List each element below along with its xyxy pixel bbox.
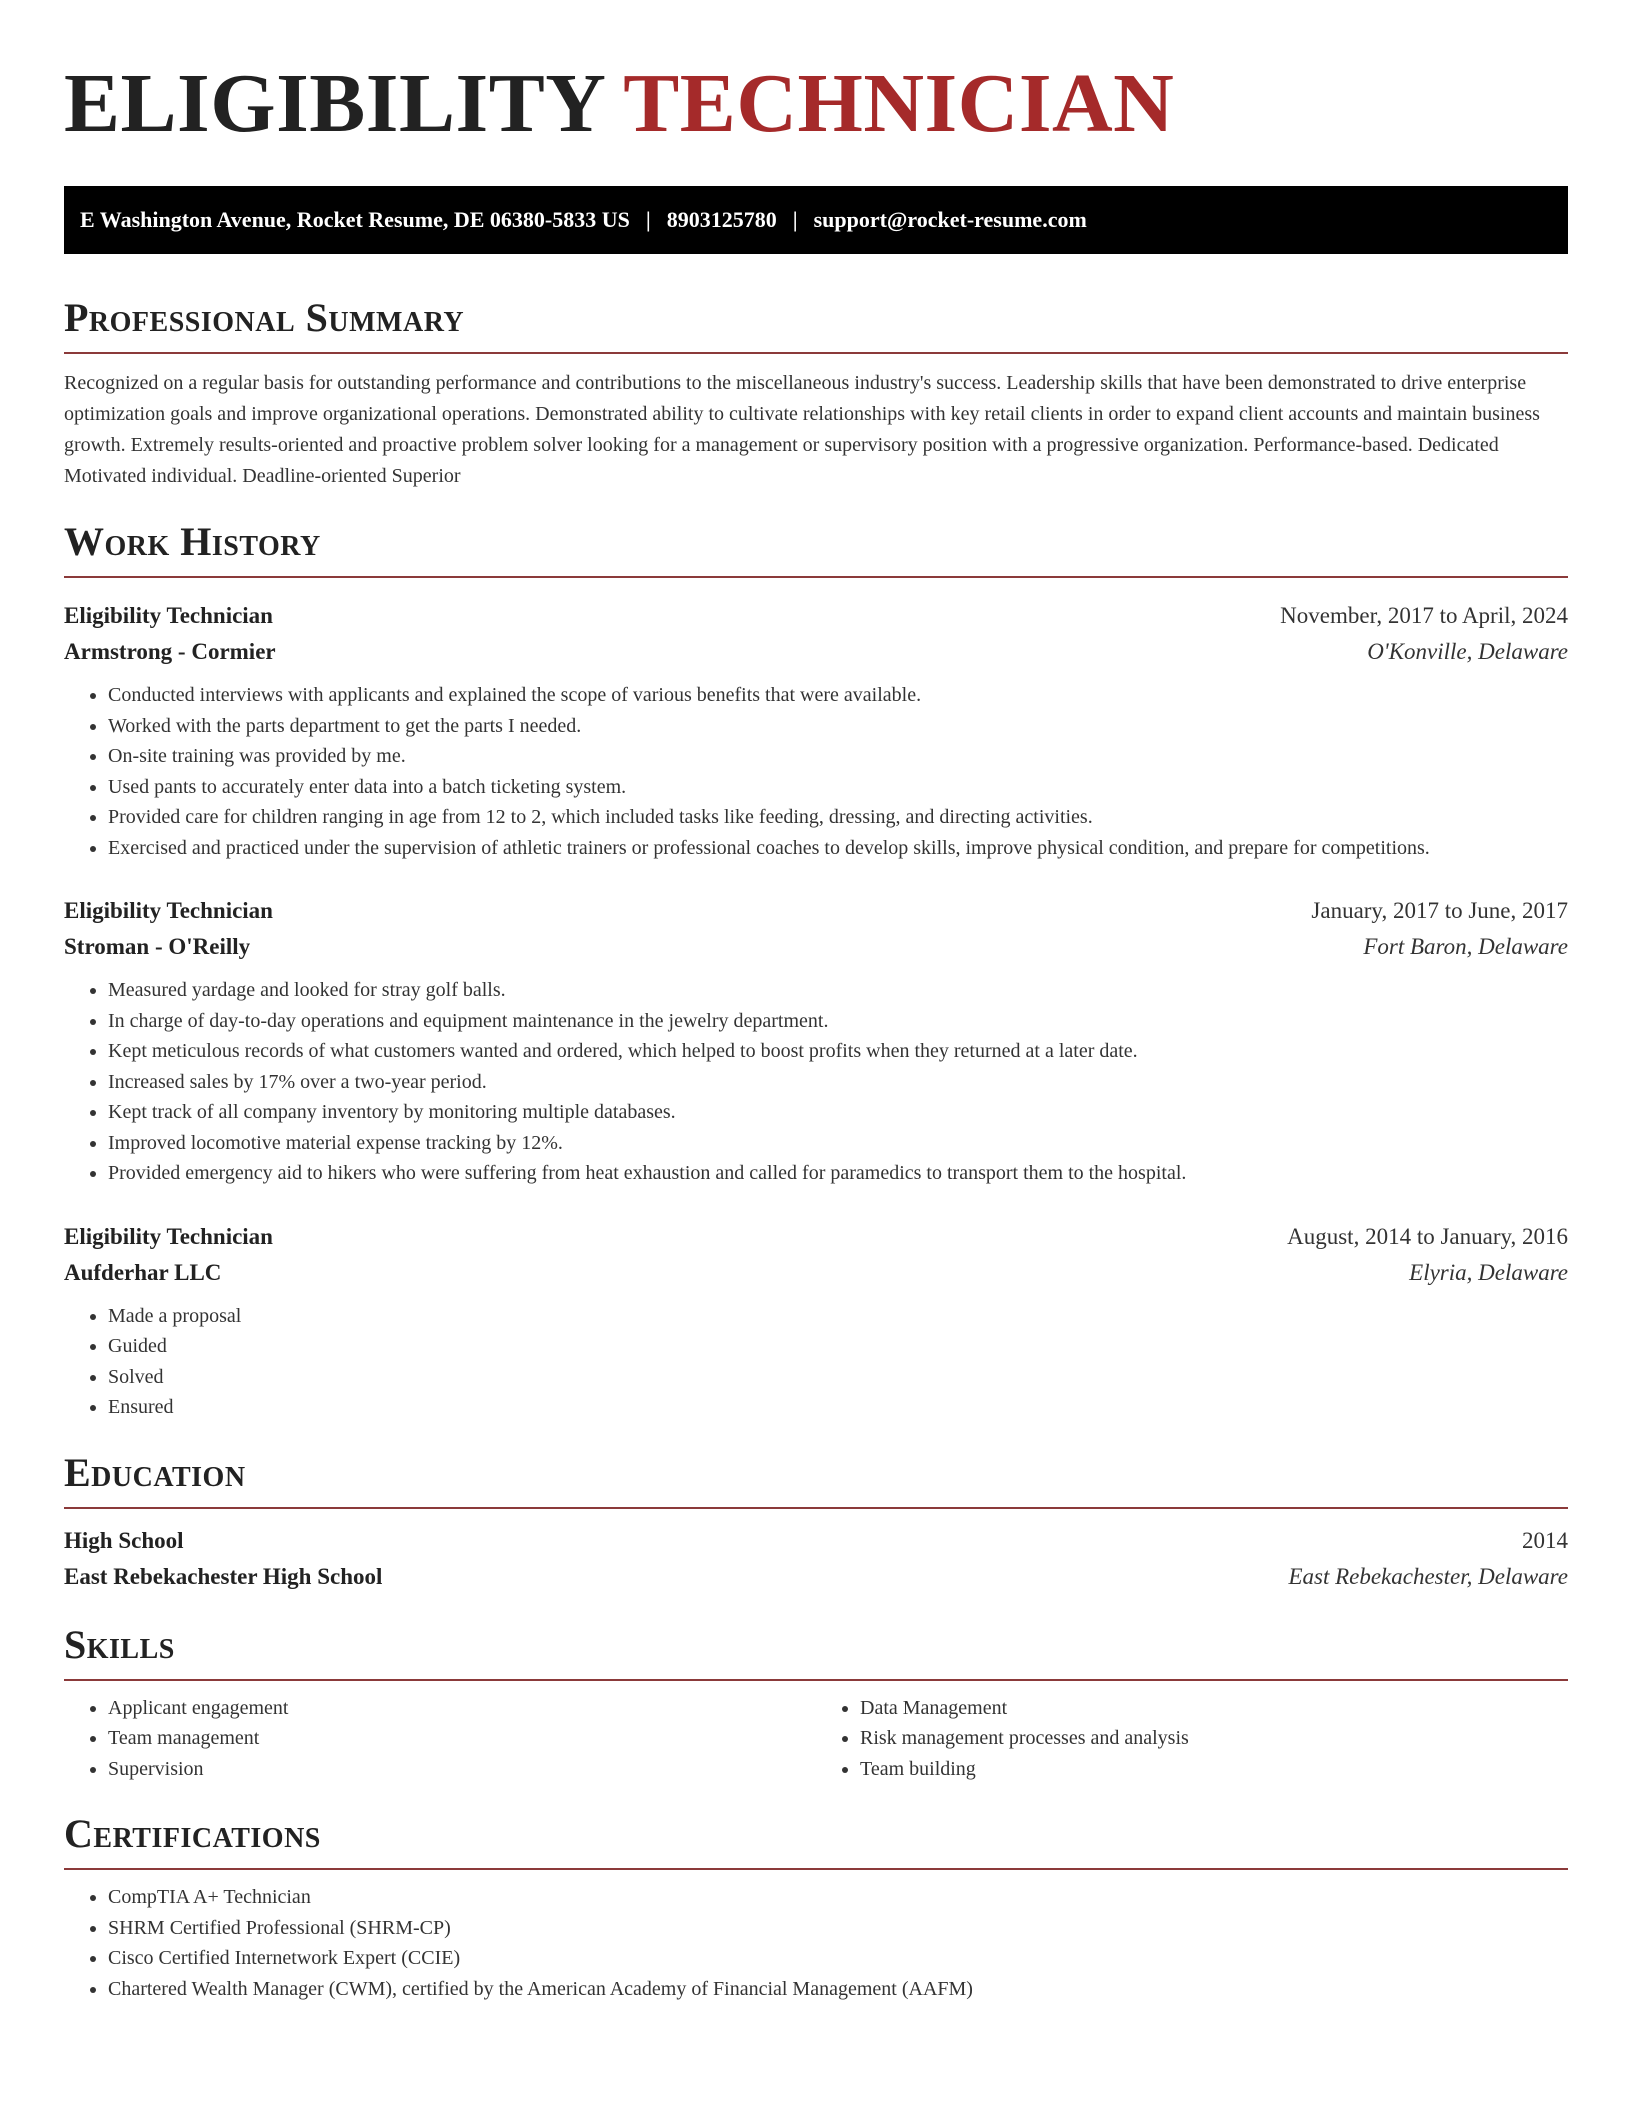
job-bullet: • Conducted interviews with applicants and explained the scope of various benefits that were available. [108,680,1568,711]
contact-address: E Washington Avenue, Rocket Resume, DE 06380-5833 US [80,207,630,232]
job-bullet: • Provided care for children ranging in age from 12 to 2, which included tasks like feeding, dressing, and directing activities. [108,802,1568,833]
skills-section [64,1621,1568,1785]
contact-separator: | [645,207,651,232]
skill-item: • Team management [108,1723,816,1754]
job-entry [64,893,1568,1189]
section-title-certifications: Certifications [64,1810,1568,1870]
education-degree: High School [64,1527,184,1553]
section-title-work-history: Work History [64,518,1568,578]
job-entry [64,598,1568,863]
education-entry [64,1523,1568,1595]
job-bullet: • Guided [108,1331,1568,1362]
job-location: Fort Baron, Delaware [1363,934,1568,959]
job-bullet: • On-site training was provided by me. [108,741,1568,772]
job-bullet: • Improved locomotive material expense tracking by 12%. [108,1128,1568,1159]
skills-list-left [64,1693,816,1785]
job-dates: August, 2014 to January, 2016 [1287,1223,1568,1249]
skills-grid [64,1693,1568,1785]
job-title: Eligibility Technician [64,603,273,628]
job-bullet-list [64,680,1568,863]
contact-separator: | [792,207,798,232]
section-title-summary: Professional Summary [64,294,1568,354]
education-location: East Rebekachester, Delaware [1288,1563,1568,1589]
job-bullet: • Worked with the parts department to get the parts I needed. [108,711,1568,742]
certification-item: • CompTIA A+ Technician [108,1882,1568,1913]
certifications-section [64,1810,1568,2004]
job-bullet: • Exercised and practiced under the supervision of athletic trainers or professional coaches to develop skills, improve physical condition, and prepare for competitions. [108,833,1568,864]
job-bullet: • Kept meticulous records of what customers wanted and ordered, which helped to boost profits when they returned at a later date. [108,1036,1568,1067]
skill-item: • Supervision [108,1754,816,1785]
education-year: 2014 [1522,1527,1568,1553]
summary-section [64,294,1568,492]
resume-name [64,56,1568,152]
summary-text: Recognized on a regular basis for outstanding performance and contributions to the miscellaneous industry's success. Leadership skills that have been demonstrated to drive enterprise optimization goals and improve organizational operations. Demonstrated ability to cultivate relationships with key retail clients in order to expand client accounts and maintain business growth. Extremely results-oriented and proactive problem solver looking for a management or supervisory position with a progressive organization. Performance-based. Dedicated Motivated individual. Deadline-oriented Superior [64,372,1540,487]
job-entry [64,1219,1568,1423]
name-last: TECHNICIAN [623,57,1175,150]
job-company: Stroman - O'Reilly [64,934,251,959]
skill-item: • Applicant engagement [108,1693,816,1724]
job-company: Aufderhar LLC [64,1259,222,1285]
skill-item: • Data Management [860,1693,1568,1724]
name-first: ELIGIBILITY [64,57,604,150]
job-title: Eligibility Technician [64,898,273,923]
section-title-education: Education [64,1449,1568,1509]
section-title-skills: Skills [64,1621,1568,1681]
job-bullet-list [64,975,1568,1189]
job-company: Armstrong - Cormier [64,639,276,664]
education-school: East Rebekachester High School [64,1563,383,1589]
job-bullet: • In charge of day-to-day operations and equipment maintenance in the jewelry department. [108,1006,1568,1037]
job-bullet-list [64,1301,1568,1423]
job-dates: November, 2017 to April, 2024 [1280,603,1568,628]
job-bullet: • Used pants to accurately enter data into a batch ticketing system. [108,772,1568,803]
certifications-list [64,1882,1568,2004]
job-bullet: • Increased sales by 17% over a two-year period. [108,1067,1568,1098]
contact-email[interactable]: support@rocket-resume.com [813,207,1087,232]
contact-phone: 8903125780 [666,207,777,232]
job-bullet: • Solved [108,1362,1568,1393]
contact-bar [64,186,1568,254]
certification-item: • Chartered Wealth Manager (CWM), certified by the American Academy of Financial Management (AAFM) [108,1974,1568,2005]
skills-list-right [816,1693,1568,1785]
job-location: Elyria, Delaware [1409,1259,1568,1285]
certification-item: • SHRM Certified Professional (SHRM-CP) [108,1913,1568,1944]
job-dates: January, 2017 to June, 2017 [1311,898,1568,923]
job-location: O'Konville, Delaware [1367,639,1568,664]
job-title: Eligibility Technician [64,1223,273,1249]
certification-item: • Cisco Certified Internetwork Expert (CCIE) [108,1943,1568,1974]
skill-item: • Risk management processes and analysis [860,1723,1568,1754]
work-history-section [64,518,1568,1423]
job-bullet: • Kept track of all company inventory by monitoring multiple databases. [108,1097,1568,1128]
job-bullet: • Measured yardage and looked for stray golf balls. [108,975,1568,1006]
skill-item: • Team building [860,1754,1568,1785]
job-bullet: • Made a proposal [108,1301,1568,1332]
job-bullet: • Ensured [108,1392,1568,1423]
education-section [64,1449,1568,1595]
job-bullet: • Provided emergency aid to hikers who were suffering from heat exhaustion and called for paramedics to transport them to the hospital. [108,1158,1568,1189]
